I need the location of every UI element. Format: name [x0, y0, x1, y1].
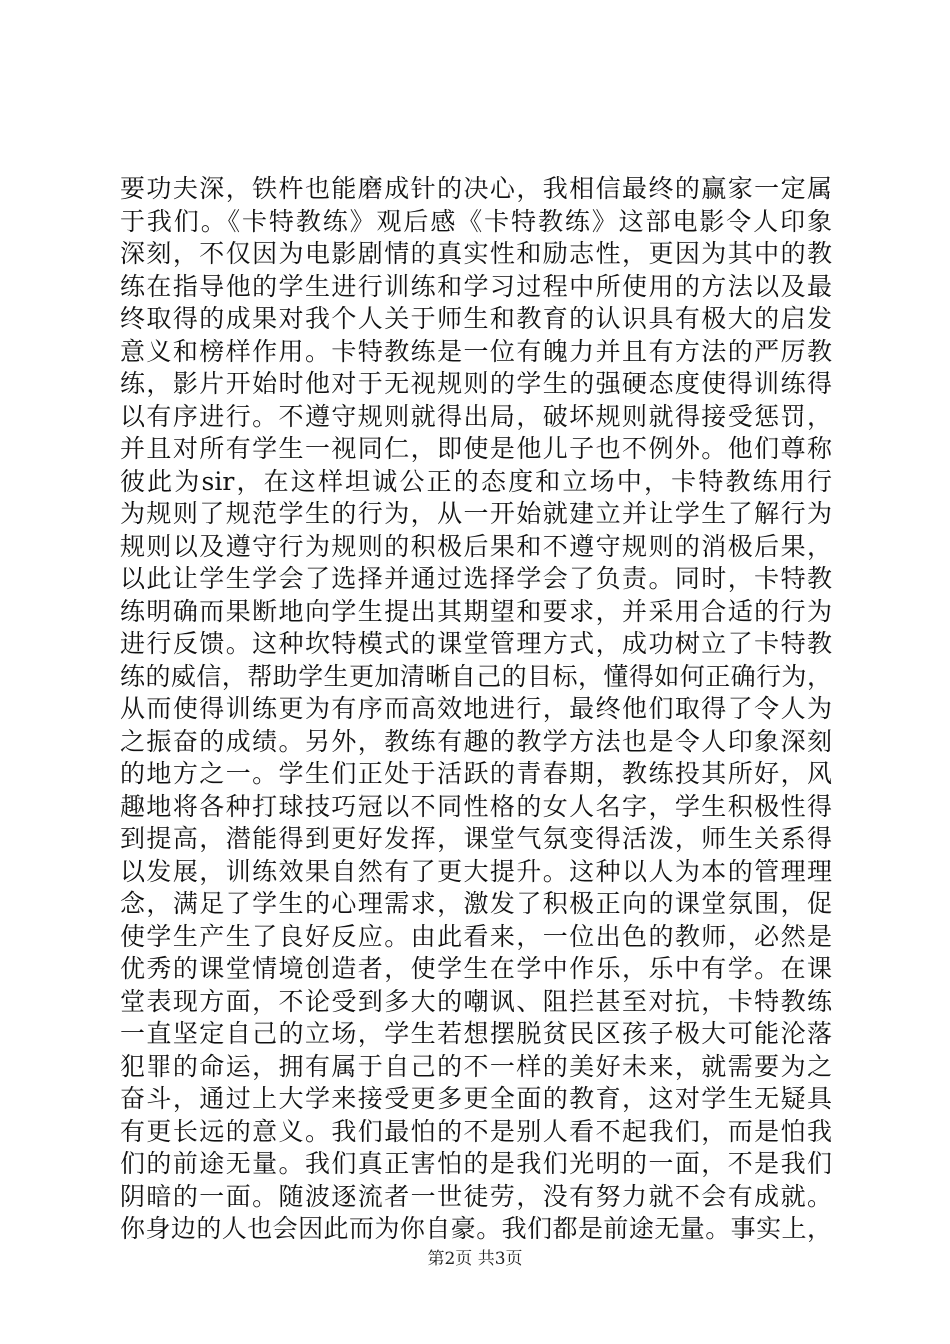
text-line: 之振奋的成绩。另外，教练有趣的教学方法也是令人印象深刻: [120, 726, 832, 756]
text-line: 练明确而果断地向学生提出其期望和要求，并采用合适的行为: [120, 596, 832, 626]
body-text: [120, 173, 832, 1246]
text-line: 趣地将各种打球技巧冠以不同性格的女人名字，学生积极性得: [120, 791, 832, 821]
text-line: 阴暗的一面。随波逐流者一世徒劳，没有努力就不会有成就。: [120, 1181, 832, 1211]
text-line: 犯罪的命运，拥有属于自己的不一样的美好未来，就需要为之: [120, 1051, 832, 1081]
text-line: 念，满足了学生的心理需求，激发了积极正向的课堂氛围，促: [120, 889, 832, 918]
text-line: 以有序进行。不遵守规则就得出局，破坏规则就得接受惩罚，: [120, 401, 832, 431]
text-line: 练在指导他的学生进行训练和学习过程中所使用的方法以及最: [120, 271, 832, 301]
text-line: 的地方之一。学生们正处于活跃的青春期，教练投其所好，风: [120, 759, 832, 788]
text-line: 彼此为sir，在这样坦诚公正的态度和立场中，卡特教练用行: [120, 466, 832, 496]
text-line: 于我们。《卡特教练》观后感《卡特教练》这部电影令人印象: [120, 206, 832, 236]
text-line: 一直坚定自己的立场，学生若想摆脱贫民区孩子极大可能沦落: [120, 1019, 832, 1048]
page-number-label: 第2页 共3页: [427, 1249, 523, 1269]
text-line: 为规则了规范学生的行为，从一开始就建立并让学生了解行为: [120, 499, 832, 528]
text-line: 深刻，不仅因为电影剧情的真实性和励志性，更因为其中的教: [120, 239, 832, 268]
page-footer: [0, 1247, 950, 1271]
text-line: 你身边的人也会因此而为你自豪。我们都是前途无量。事实上，: [120, 1214, 832, 1243]
text-line: 规则以及遵守行为规则的积极后果和不遵守规则的消极后果，: [120, 531, 832, 561]
text-line: 意义和榜样作用。卡特教练是一位有魄力并且有方法的严厉教: [120, 336, 832, 366]
text-line: 奋斗，通过上大学来接受更多更全面的教育，这对学生无疑具: [120, 1084, 832, 1113]
text-line: 以发展，训练效果自然有了更大提升。这种以人为本的管理理: [120, 856, 832, 886]
text-line: 们的前途无量。我们真正害怕的是我们光明的一面，不是我们: [120, 1149, 832, 1178]
text-line: 从而使得训练更为有序而高效地进行，最终他们取得了令人为: [120, 694, 832, 723]
text-line: 练，影片开始时他对于无视规则的学生的强硬态度使得训练得: [120, 369, 832, 398]
text-line: 进行反馈。这种坎特模式的课堂管理方式，成功树立了卡特教: [120, 629, 832, 658]
text-line: 练的威信，帮助学生更加清晰自己的目标，懂得如何正确行为，: [120, 661, 832, 691]
text-line: 堂表现方面，不论受到多大的嘲讽、阻拦甚至对抗，卡特教练: [120, 986, 832, 1016]
text-line: 有更长远的意义。我们最怕的不是别人看不起我们，而是怕我: [120, 1116, 832, 1146]
text-line: 以此让学生学会了选择并通过选择学会了负责。同时，卡特教: [120, 564, 832, 593]
text-line: 优秀的课堂情境创造者，使学生在学中作乐，乐中有学。在课: [120, 954, 832, 983]
text-line: 并且对所有学生一视同仁，即使是他儿子也不例外。他们尊称: [120, 434, 832, 463]
text-line: 到提高，潜能得到更好发挥，课堂气氛变得活泼，师生关系得: [120, 824, 832, 853]
text-line: 要功夫深，铁杵也能磨成针的决心，我相信最终的赢家一定属: [120, 174, 832, 203]
text-line: 终取得的成果对我个人关于师生和教育的认识具有极大的启发: [120, 304, 832, 333]
text-line: 使学生产生了良好反应。由此看来，一位出色的教师，必然是: [120, 921, 832, 951]
